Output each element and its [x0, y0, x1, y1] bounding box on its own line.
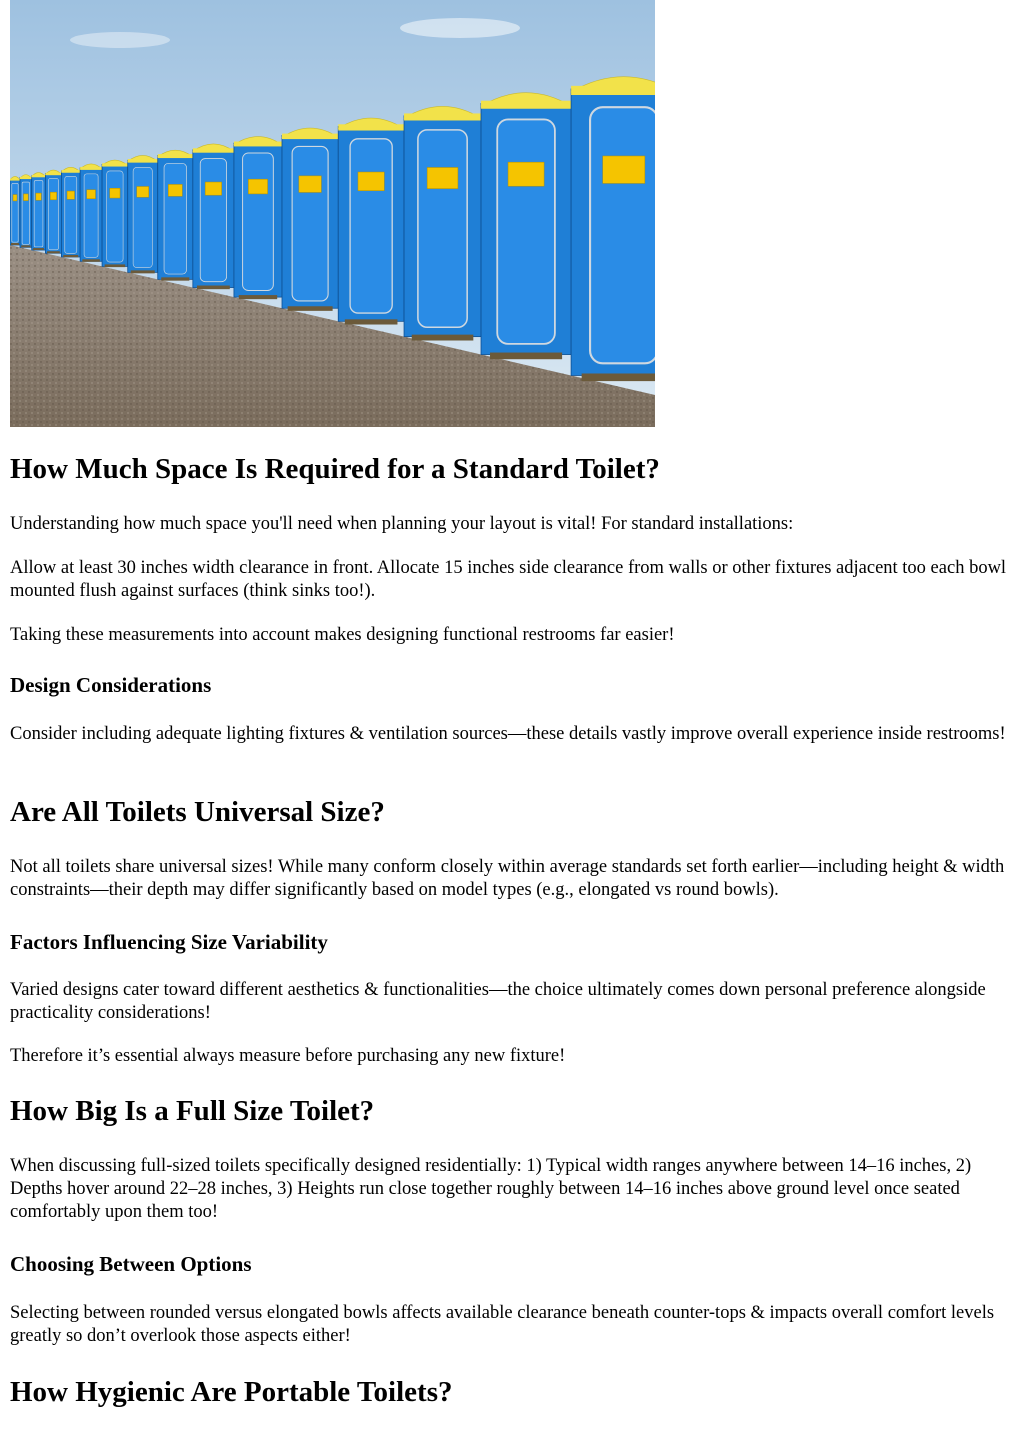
booth-shape [128, 155, 158, 273]
paragraph: Not all toilets share universal sizes! While many conform closely within average standards set forth earlier—including height & width constraints—their depth may differ significantly based on model types (e.g., elongated vs round bowls). [10, 857, 1005, 900]
paragraph: When discussing full-sized toilets specifically designed residentially: 1) Typical width ranges anywhere between 14–16 inches, 2) Depths hover around 22–28 inches, 3) Heights run close together roughly between 14–16 inches above ground level once seated comfortably upon them too! [10, 1156, 972, 1222]
paragraph: Taking these measurements into account makes designing functional restrooms far easier! [10, 625, 675, 645]
paragraph: Selecting between rounded versus elongated bowls affects available clearance beneath counter-tops & impacts overall comfort levels greatly so don’t overlook those aspects either! [10, 1303, 995, 1346]
booth-shape [158, 150, 193, 281]
subheading-design-considerations: Design Considerations [10, 673, 212, 697]
booth-shape [80, 164, 102, 262]
section-4 [10, 1375, 1014, 1409]
subheading-factors-size: Factors Influencing Size Variability [10, 930, 328, 954]
booth-shape [10, 176, 20, 245]
portable-toilets-image [10, 0, 655, 427]
heading-space-required: How Much Space Is Required for a Standard Toilet? [10, 453, 660, 485]
booth-shape [45, 170, 61, 253]
booth-shape [571, 77, 655, 381]
section-2 [10, 795, 1014, 829]
subheading-choosing-options: Choosing Between Options [10, 1252, 252, 1276]
booth-shape [481, 93, 571, 360]
paragraph: Therefore it’s essential always measure before purchasing any new fixture! [10, 1046, 566, 1066]
booth-shape [338, 118, 404, 324]
heading-universal-size: Are All Toilets Universal Size? [10, 796, 385, 828]
booth-shape [102, 160, 128, 267]
booth-shape [20, 175, 32, 248]
paragraph: Allow at least 30 inches width clearance in front. Allocate 15 inches side clearance from walls or other fixtures adjacent too each bowl mounted flush against surfaces (think sinks too!). [10, 558, 1007, 601]
booth-shape [404, 106, 481, 340]
section-1 [10, 452, 1014, 486]
paragraph: Understanding how much space you'll need when planning your layout is vital! For standard installations: [10, 514, 794, 534]
section-3 [10, 1094, 1014, 1128]
paragraph: Consider including adequate lighting fixtures & ventilation sources—these details vastly improve overall experience inside restrooms! [10, 724, 1006, 744]
booth-shape [234, 137, 282, 300]
heading-full-size: How Big Is a Full Size Toilet? [10, 1095, 375, 1127]
booth-shape [61, 167, 80, 257]
paragraph: Varied designs cater toward different aesthetics & functionalities—the choice ultimately comes down personal preference alongside practicality considerations! [10, 980, 986, 1023]
booth-shape [32, 173, 46, 251]
booth-shape [193, 144, 234, 289]
booth-shape [282, 128, 338, 311]
heading-hygienic: How Hygienic Are Portable Toilets? [10, 1376, 453, 1408]
